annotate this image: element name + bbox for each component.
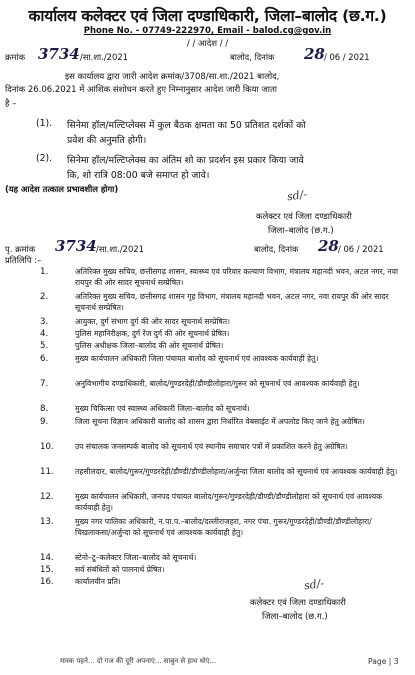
effect-note: (यह आदेश तत्काल प्रभावशील होगा)	[5, 184, 119, 194]
copy-11-number: 11.	[40, 467, 54, 477]
ref-number-handwritten: 3734	[38, 45, 80, 63]
point-2-number: (2).	[36, 153, 53, 164]
copy-8-text: मुख्य चिकित्सा एवं स्वास्थ्य अधिकारी जिला–बालोद को सूचनार्थ।	[75, 404, 250, 413]
copy-2-number: 2.	[40, 292, 49, 302]
copy-4-number: 4.	[40, 329, 49, 339]
copy-5-text: पुलिस अधीक्षक जिला–बालोद की ओर सूचनार्थ प्रेषित।	[75, 341, 224, 350]
copy-12-text: मुख्य कार्यपालन अधिकारी, जनपद पंचायत बालोद/गुरूर/गुण्डरदेही/डौण्डी/डौण्डीलोहारा को सूचनार्थ एवं आवश्यक कार्यवाही हेतु।	[75, 492, 382, 513]
copy-9-text: जिला सूचना विज्ञान अधिकारी बालोद को शासन द्वारा निर्धारित वेबसाईट में अपलोड किए जाने हेतु अग्रेषित।	[75, 417, 365, 426]
signature-1-initials: sd/-	[286, 187, 308, 204]
office-title: कार्यालय कलेक्टर एवं जिला दण्डाधिकारी, जिला–बालोद (छ.ग.)	[28, 7, 387, 25]
copy-16-text: कार्यालयीन प्रति।	[75, 577, 121, 586]
copy-14-text: स्टेनो–टू–कलेक्टर जिला–बालोद को सूचनार्थ।	[75, 553, 197, 562]
copy-9-number: 9.	[40, 417, 49, 427]
ref-day-handwritten: 28	[304, 45, 325, 63]
copy-15-number: 15.	[40, 565, 54, 575]
copy-4-text: पुलिस महानिरीक्षक, दुर्ग रेंज दुर्ग की ओर सूचनार्थ प्रेषित।	[75, 329, 230, 338]
signature-2-initials: sd/-	[303, 576, 325, 593]
copy-7-text: अनुविभागीय दण्डाधिकारी, बालोद/गुण्डरदेही/डौण्डीलोहारा/गुरूर को सूचनार्थ एवं आवश्यक कार्यवाही हेतु।	[75, 379, 360, 388]
copy-5-number: 5.	[40, 341, 49, 351]
copy-8-number: 8.	[40, 404, 49, 414]
ref-kramank-label: क्रमांक	[5, 52, 26, 62]
intro-line-1: इस कार्यालय द्वारा जारी आदेश क्रमांक/3708/सा.शा./2021 बालोद,	[65, 72, 280, 82]
copy-3-text: आयुक्त, दुर्ग संभाग दुर्ग की ओर सादर सूचनार्थ सम्प्रेषित।	[75, 317, 230, 326]
point-2-line-1: सिनेमा हॉल/मल्टिप्लेक्स का अंतिम शो का प्रदर्शन इस प्रकार किया जावे	[67, 155, 304, 166]
footer-slogan: मास्क पहने... दो गज की दूरी अपनाएं... साबुन से हाथ धोएं...	[60, 657, 217, 665]
copy-6-number: 6.	[40, 354, 49, 364]
point-2-line-2: कि, शो रात्रि 08:00 बजे समाप्त हो जावे।	[67, 170, 210, 181]
copy-11-text: तहसीलदार, बालोद/गुरूर/गुण्डरदेही/डौण्डी/डौण्डीलोहारा/अर्जुन्दा जिला बालोद को सूचनार्थ एवं आवश्यक कार्यवाही हेतु।	[75, 467, 398, 476]
order-label: / / आदेश / /	[186, 39, 229, 49]
point-1-number: (1).	[36, 118, 53, 129]
copy-1-text: अतिरिक्त मुख्य सचिव, छत्तीसगढ़ शासन, स्वास्थ्य एवं परिवार कल्याण विभाग, मंत्रालय महानदी भवन, अटल नगर, नवा रायपुर की ओर सादर सूचनार्थ सम्प्रेषित।	[75, 267, 398, 288]
ref2-date-prefix: बालोद, दिनांक	[254, 244, 299, 254]
intro-line-3: है –	[5, 99, 17, 109]
ref2-suffix: /सा.शा./2021	[96, 244, 144, 254]
copy-14-number: 14.	[40, 553, 54, 563]
copy-6-text: मुख्य कार्यपालन अधिकारी जिला पंचायत बालोद को सूचनार्थ एवं आवश्यक कार्यवाही हेतु।	[75, 354, 319, 363]
page-number: Page | 3	[368, 657, 399, 666]
ref-date-prefix: बालोद, दिनांक	[230, 52, 275, 62]
ref2-day-handwritten: 28	[318, 237, 339, 255]
ref-month-year: / 06 / 2021	[324, 52, 370, 62]
copy-13-number: 13.	[40, 517, 54, 527]
ref-suffix: /सा.शा./2021	[80, 52, 128, 62]
copy-label: प्रतिलिपि :–	[5, 255, 42, 265]
point-1-line-1: सिनेमा हॉल/मल्टिप्लेक्स में कुल बैठक क्षमता का 50 प्रतिशत दर्शकों को	[67, 120, 306, 131]
intro-line-2: दिनांक 26.06.2021 में आंशिक संशोधन करते हुए निम्नानुसार आदेश जारी किया जाता	[5, 85, 277, 95]
ref2-prefix: पृ. क्रमांक	[5, 244, 36, 254]
copy-7-number: 7.	[40, 379, 49, 389]
copy-1-number: 1.	[40, 267, 49, 277]
copy-12-number: 12.	[40, 492, 54, 502]
copy-3-number: 3.	[40, 317, 49, 327]
copy-13-text: मुख्य नगर पालिका अधिकारी, न.पा.प.–बालोद/दल्लीराजहरा, नगर पंचा. गुरूर/गुण्डरदेही/डौण्डी/डौण्डीलोहारा/चिखलाकसा/अर्जुन्दा को सूचनार्थ एवं आवश्यक कार्यवाही हेतु।	[75, 517, 372, 538]
copy-10-text: उप संचालक जनसम्पर्क बालोद को सूचनार्थ एवं स्थानीय समाचार पत्रों में प्रकाशित करने हेतु अग्रेषित।	[75, 442, 348, 451]
signature-2-title: कलेक्टर एवं जिला दण्डाधिकारी	[250, 598, 346, 608]
copy-10-number: 10.	[40, 442, 54, 452]
ref2-number-handwritten: 3734	[55, 237, 97, 255]
signature-1-title: कलेक्टर एवं जिला दण्डाधिकारी	[256, 212, 352, 222]
copy-16-number: 16.	[40, 577, 54, 587]
contact-line[interactable]: Phone No. - 07749-222970, Email - balod.cg@gov.in	[83, 26, 332, 36]
copy-15-text: सर्व संबंधितों को पालनार्थ प्रेषित।	[75, 565, 165, 574]
copy-2-text: अतिरिक्त मुख्य सचिव, छत्तीसगढ़ शासन गृह विभाग, मंत्रालय महानदी भवन, अटल नगर, नवा रायपुर की ओर सादर सूचनार्थ सम्प्रेषित।	[75, 292, 389, 313]
point-1-line-2: प्रवेश की अनुमति होगी।	[67, 135, 147, 146]
ref2-month-year: / 06 / 2021	[338, 244, 384, 254]
signature-1-district: जिला–बालोद (छ.ग.)	[268, 226, 334, 236]
signature-2-district: जिला–बालोद (छ.ग.)	[262, 612, 328, 622]
